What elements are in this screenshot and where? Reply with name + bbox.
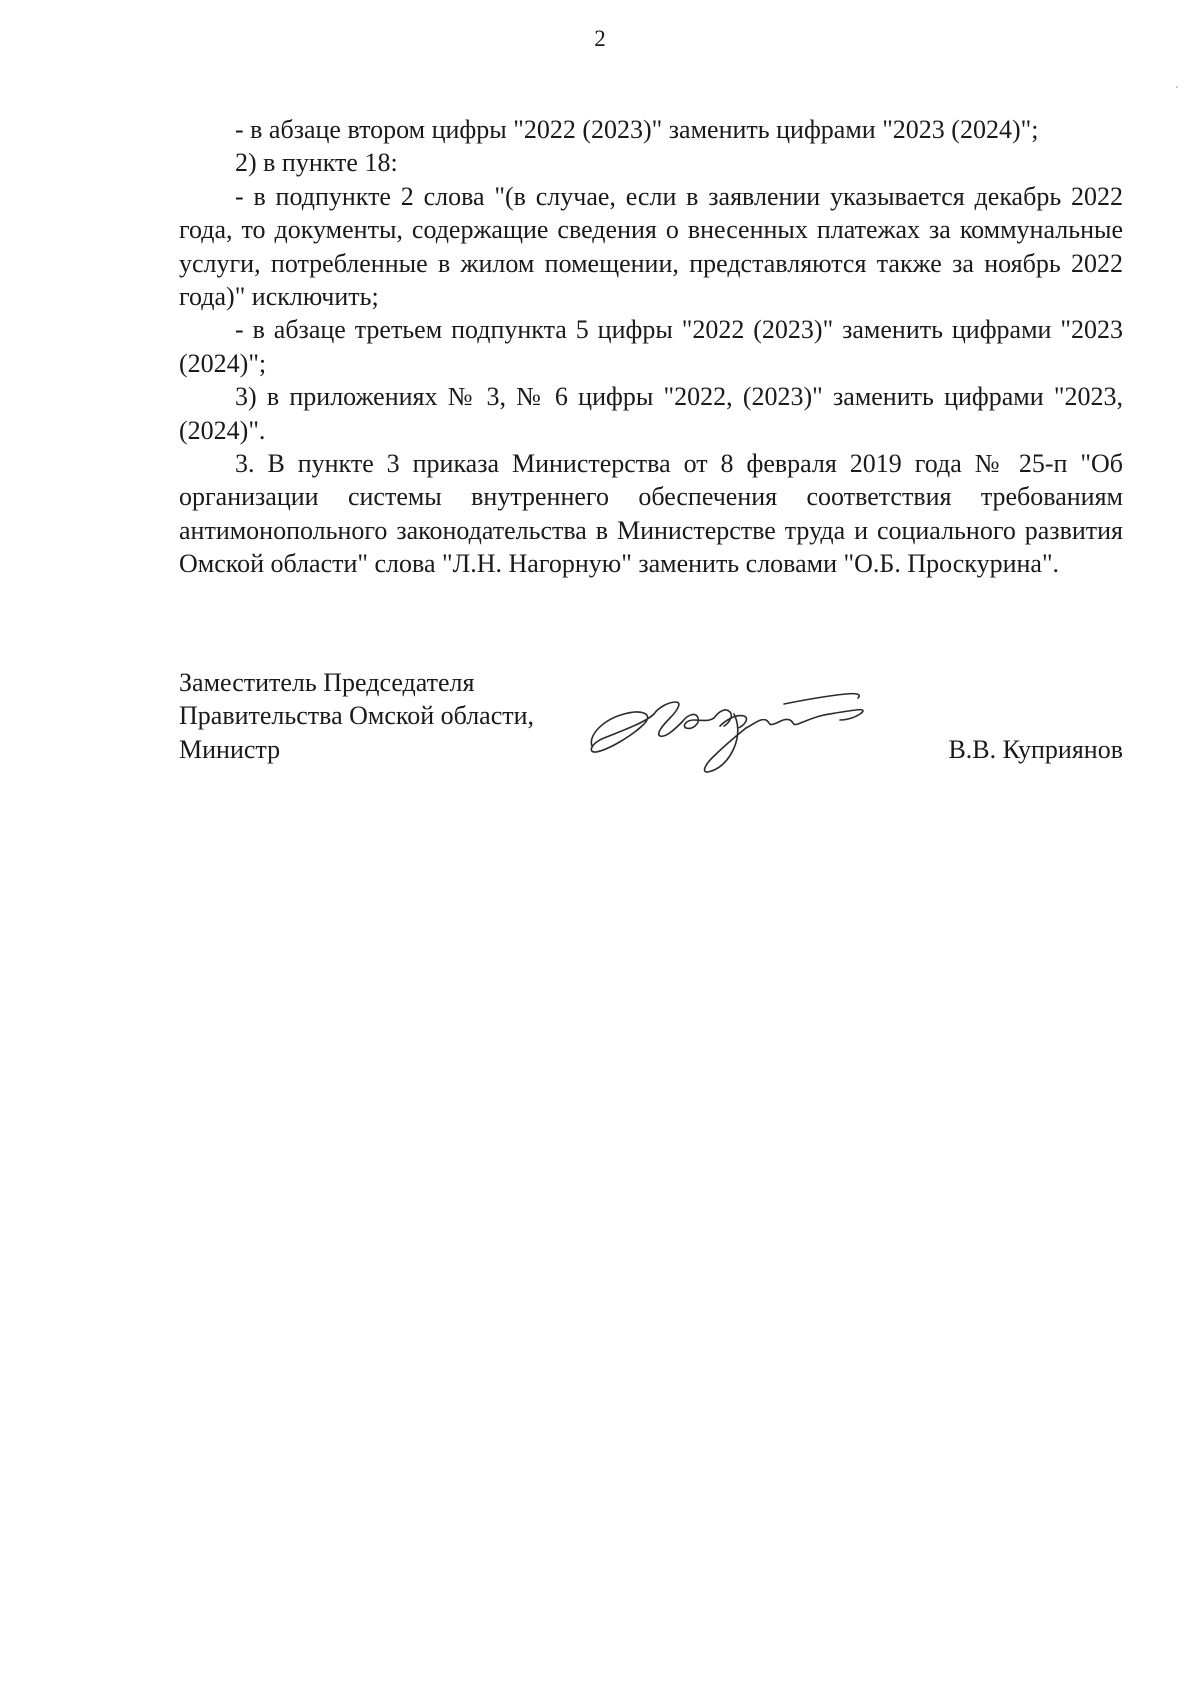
paragraph: 3. В пункте 3 приказа Министерства от 8 февраля 2019 года № 25-п "Об организации системы внутреннего обеспечения соответствия требованиям антимонопольного законодательства в Министерстве труда и социального развития Омской области" слова "Л.Н. Нагорную" заменить словами "О.Б. Проскурина".: [179, 449, 1123, 579]
paragraph: - в абзаце втором цифры "2022 (2023)" заменить цифрами "2023 (2024)";: [235, 115, 1039, 144]
signature-block: [179, 666, 1123, 776]
signatory-position-line: Правительства Омской области,: [179, 701, 535, 731]
paragraph: - в подпункте 2 слова "(в случае, если в заявлении указывается декабрь 2022 года, то документы, содержащие сведения о внесенных платежах за коммунальные услуги, потребленные в жилом помещении, представляются также за ноябрь 2022 года)" исключить;: [179, 181, 1123, 312]
signatory-name: В.В. Куприянов: [948, 734, 1123, 764]
handwritten-signature-image: [584, 684, 874, 784]
paragraph: - в абзаце третьем подпункта 5 цифры "2022 (2023)" заменить цифрами "2023 (2024)";: [179, 315, 1123, 378]
signatory-position-line: Заместитель Председателя: [179, 668, 475, 697]
scan-speck: [1176, 86, 1178, 88]
signatory-position-line: Министр: [179, 734, 281, 764]
document-body: [179, 113, 1123, 581]
paragraph: 2) в пункте 18:: [235, 148, 398, 178]
paragraph: 3) в приложениях № 3, № 6 цифры "2022, (2023)" заменить цифрами "2023, (2024)".: [179, 382, 1123, 445]
signatory-position: [179, 666, 534, 766]
page-number: 2: [594, 26, 606, 51]
